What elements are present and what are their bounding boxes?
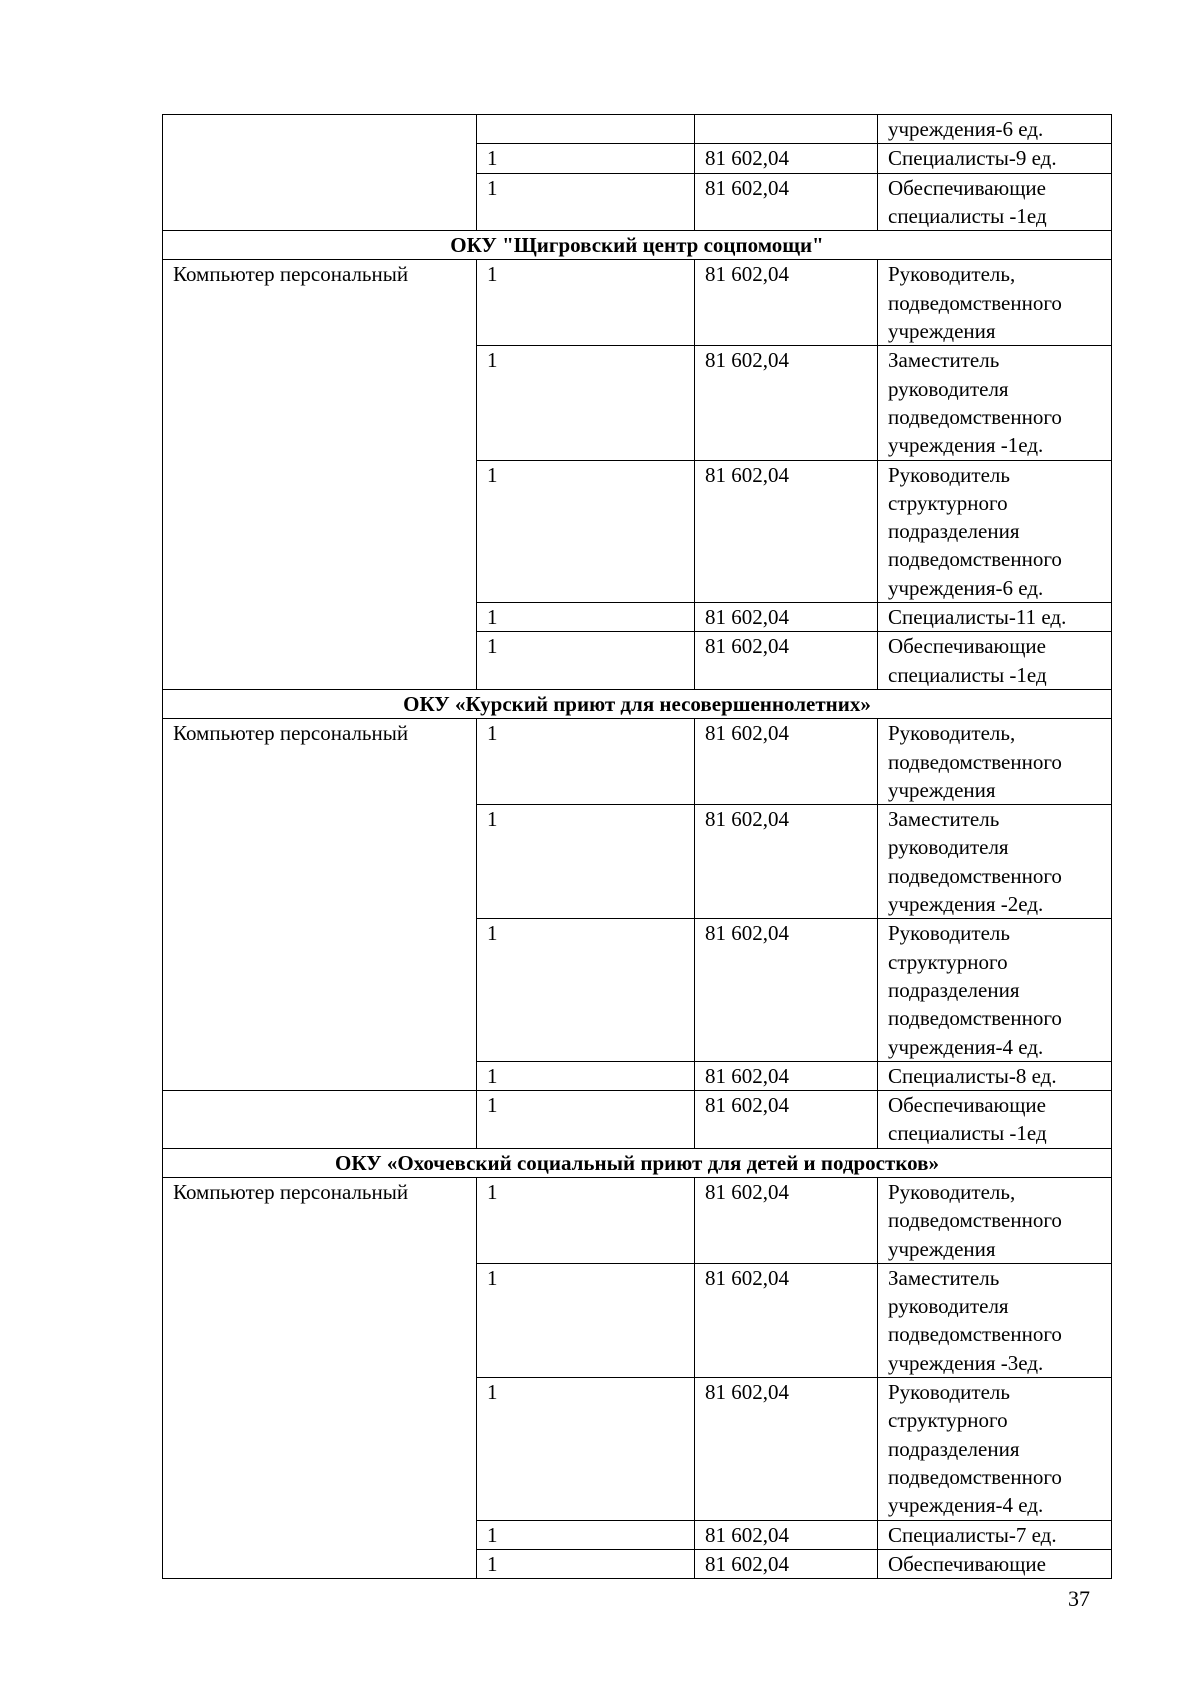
- item-cell: Компьютер персональный: [163, 719, 477, 1091]
- section-title: ОКУ «Охочевский социальный приют для детей и подростков»: [163, 1148, 1112, 1177]
- position-cell: Руководитель структурного подразделения подведомственного учреждения-4 ед.: [878, 1378, 1112, 1520]
- qty-cell: 1: [477, 1061, 695, 1090]
- table-row: [163, 719, 1112, 805]
- qty-cell: 1: [477, 1177, 695, 1263]
- equipment-norms-table: [162, 114, 1112, 1579]
- position-cell: Заместитель руководителя подведомственного учреждения -3ед.: [878, 1263, 1112, 1377]
- price-cell: 81 602,04: [695, 173, 878, 231]
- position-cell: Заместитель руководителя подведомственного учреждения -2ед.: [878, 805, 1112, 919]
- item-cell: [163, 1091, 477, 1149]
- position-cell: Заместитель руководителя подведомственного учреждения -1ед.: [878, 346, 1112, 460]
- qty-cell: 1: [477, 919, 695, 1061]
- price-cell: 81 602,04: [695, 1061, 878, 1090]
- qty-cell: 1: [477, 1520, 695, 1549]
- qty-cell: 1: [477, 632, 695, 690]
- qty-cell: 1: [477, 144, 695, 173]
- price-cell: 81 602,04: [695, 1177, 878, 1263]
- qty-cell: 1: [477, 1549, 695, 1578]
- table-row: [163, 1091, 1112, 1149]
- page-number: 37: [1068, 1586, 1090, 1611]
- position-cell: Специалисты-8 ед.: [878, 1061, 1112, 1090]
- position-cell: Руководитель, подведомственного учреждения: [878, 719, 1112, 805]
- position-cell: Руководитель структурного подразделения подведомственного учреждения-4 ед.: [878, 919, 1112, 1061]
- table-row: [163, 260, 1112, 346]
- price-cell: 81 602,04: [695, 144, 878, 173]
- qty-cell: 1: [477, 460, 695, 602]
- item-cell: Компьютер персональный: [163, 260, 477, 689]
- qty-cell: 1: [477, 603, 695, 632]
- price-cell: 81 602,04: [695, 460, 878, 602]
- price-cell: 81 602,04: [695, 1520, 878, 1549]
- price-cell: 81 602,04: [695, 1378, 878, 1520]
- qty-cell: 1: [477, 1263, 695, 1377]
- position-cell: Обеспечивающие специалисты -1ед: [878, 1091, 1112, 1149]
- position-cell: Руководитель структурного подразделения подведомственного учреждения-6 ед.: [878, 460, 1112, 602]
- price-cell: 81 602,04: [695, 632, 878, 690]
- section-title: ОКУ «Курский приют для несовершеннолетних»: [163, 689, 1112, 718]
- position-cell: Руководитель, подведомственного учреждения: [878, 1177, 1112, 1263]
- section-header-row: [163, 231, 1112, 260]
- table-row: [163, 115, 1112, 144]
- qty-cell: 1: [477, 173, 695, 231]
- section-header-row: [163, 1148, 1112, 1177]
- position-cell: Обеспечивающие специалисты -1ед: [878, 173, 1112, 231]
- position-cell: Специалисты-7 ед.: [878, 1520, 1112, 1549]
- qty-cell: 1: [477, 1091, 695, 1149]
- qty-cell: 1: [477, 719, 695, 805]
- section-title: ОКУ "Щигровский центр соцпомощи": [163, 231, 1112, 260]
- position-cell: Обеспечивающие специалисты -1ед: [878, 632, 1112, 690]
- qty-cell: [477, 115, 695, 144]
- position-cell: Руководитель, подведомственного учреждения: [878, 260, 1112, 346]
- price-cell: 81 602,04: [695, 1549, 878, 1578]
- item-cell: [163, 115, 477, 231]
- price-cell: 81 602,04: [695, 1091, 878, 1149]
- price-cell: 81 602,04: [695, 719, 878, 805]
- position-cell: Специалисты-11 ед.: [878, 603, 1112, 632]
- position-cell: учреждения-6 ед.: [878, 115, 1112, 144]
- price-cell: 81 602,04: [695, 346, 878, 460]
- qty-cell: 1: [477, 805, 695, 919]
- qty-cell: 1: [477, 1378, 695, 1520]
- price-cell: 81 602,04: [695, 1263, 878, 1377]
- price-cell: 81 602,04: [695, 919, 878, 1061]
- price-cell: 81 602,04: [695, 260, 878, 346]
- qty-cell: 1: [477, 346, 695, 460]
- section-header-row: [163, 689, 1112, 718]
- table-row: [163, 1177, 1112, 1263]
- position-cell: Обеспечивающие: [878, 1549, 1112, 1578]
- item-cell: Компьютер персональный: [163, 1177, 477, 1578]
- price-cell: 81 602,04: [695, 603, 878, 632]
- price-cell: 81 602,04: [695, 805, 878, 919]
- qty-cell: 1: [477, 260, 695, 346]
- position-cell: Специалисты-9 ед.: [878, 144, 1112, 173]
- price-cell: [695, 115, 878, 144]
